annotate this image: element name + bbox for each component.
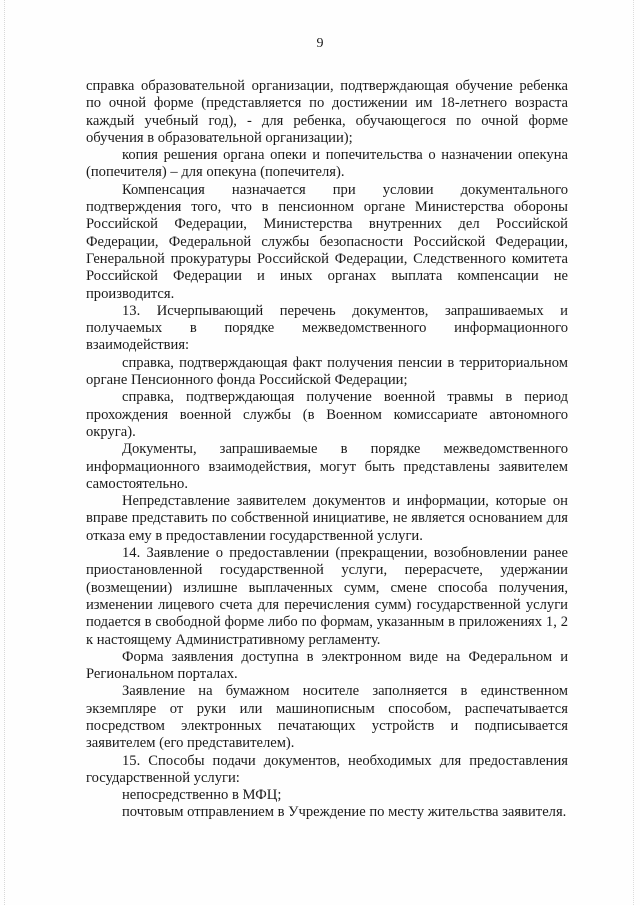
paragraph: Непредставление заявителем документов и информации, которые он вправе представить по собственной инициативе, не является основанием для отказа ему в предоставлении государственной услуги.	[86, 493, 568, 544]
scan-edge-left	[4, 0, 9, 905]
paragraph: Компенсация назначается при условии документального подтверждения того, что в пенсионном органе Министерства обороны Российской Федерации, Министерства внутренних дел Российской Федерации, Федеральной службы безопасности Российской Федерации, Генеральной прокуратуры Российской Федерации, Следственного комитета Российской Федерации и иных органах выплата компенсации не производится.	[86, 181, 568, 302]
document-body	[86, 78, 568, 822]
paragraph: Форма заявления доступна в электронном виде на Федеральном и Региональном порталах.	[86, 648, 568, 683]
paragraph: справка, подтверждающая факт получения пенсии в территориальном органе Пенсионного фонда Российской Федерации;	[86, 354, 568, 389]
scan-edge-right	[629, 0, 634, 905]
paragraph: 13. Исчерпывающий перечень документов, запрашиваемых и получаемых в порядке межведомственного информационного взаимодействия:	[86, 302, 568, 354]
page-number: 9	[316, 36, 324, 51]
paragraph: Заявление на бумажном носителе заполняется в единственном экземпляре от руки или машинописным способом, распечатывается посредством электронных печатающих устройств и подписывается заявителем (его представителем).	[86, 683, 568, 752]
paragraph: справка образовательной организации, подтверждающая обучение ребенка по очной форме (представляется по достижении им 18-летнего возраста каждый учебный год), - для ребенка, обучающегося по очной форме обучения в образовательной организации);	[86, 78, 568, 146]
paragraph: справка, подтверждающая получение военной травмы в период прохождения военной службы (в Военном комиссариате автономного округа).	[86, 389, 568, 440]
paragraph: 15. Способы подачи документов, необходимых для предоставления государственной услуги:	[86, 752, 568, 786]
paragraph: копия решения органа опеки и попечительства о назначении опекуна (попечителя) – для опекуна (попечителя).	[86, 147, 568, 181]
paragraph: 14. Заявление о предоставлении (прекращении, возобновлении ранее приостановленной государственной услуги, перерасчете, удержании (возмещении) излишне выплаченных сумм, смене способа получения, изменении лицевого счета для перечисления сумм) государственной услуги подается в свободной форме либо по формам, указанным в приложениях 1, 2 к настоящему Административному регламенту.	[86, 545, 568, 648]
paragraph: почтовым отправлением в Учреждение по месту жительства заявителя.	[122, 804, 567, 821]
paragraph: Документы, запрашиваемые в порядке межведомственного информационного взаимодействия, могут быть представлены заявителем самостоятельно.	[86, 441, 568, 492]
paragraph: непосредственно в МФЦ;	[122, 787, 282, 804]
